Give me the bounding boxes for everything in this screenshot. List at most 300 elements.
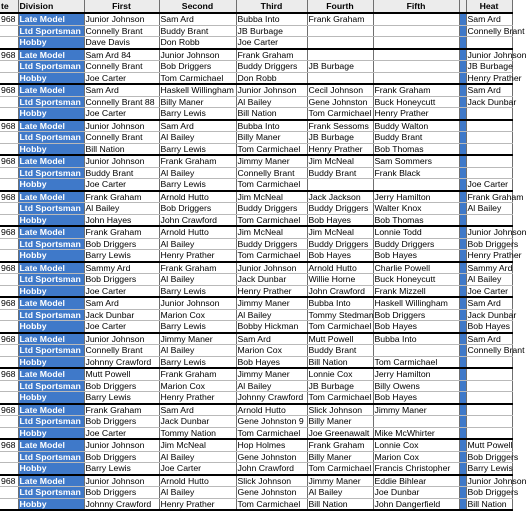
third-place-cell[interactable]: Connelly Brant [236, 167, 307, 179]
division-cell[interactable]: Ltd Sportsman [18, 451, 84, 463]
fifth-place-cell[interactable]: Buck Honeycutt [373, 96, 459, 108]
date-cell[interactable]: 968 [0, 226, 18, 238]
second-place-cell[interactable]: Barry Lewis [159, 285, 236, 297]
second-place-cell[interactable]: Frank Graham [159, 368, 236, 380]
fifth-place-cell[interactable]: Sam Sommers [373, 155, 459, 167]
fifth-place-cell[interactable]: Jerry Hamilton [373, 368, 459, 380]
division-cell[interactable]: Ltd Sportsman [18, 416, 84, 428]
fourth-place-cell[interactable]: JB Burbage [307, 132, 373, 144]
date-cell[interactable] [0, 143, 18, 155]
first-place-cell[interactable]: Joe Carter [84, 179, 159, 191]
date-cell[interactable]: 968 [0, 49, 18, 61]
division-cell[interactable]: Late Model [18, 297, 84, 309]
fifth-place-cell[interactable]: Frank Mizzell [373, 285, 459, 297]
first-place-cell[interactable]: Mutt Powell [84, 368, 159, 380]
third-place-cell[interactable]: Tom Carmichael [236, 143, 307, 155]
fourth-place-cell[interactable]: Henry Prather [307, 143, 373, 155]
heat-winner-cell[interactable]: Sam Ard [466, 297, 512, 309]
fourth-place-cell[interactable]: Bob Hayes [307, 250, 373, 262]
second-place-cell[interactable]: Barry Lewis [159, 321, 236, 333]
division-cell[interactable]: Ltd Sportsman [18, 167, 84, 179]
third-place-cell[interactable]: John Crawford [236, 463, 307, 475]
second-place-cell[interactable]: Al Bailey [159, 167, 236, 179]
division-cell[interactable]: Hobby [18, 72, 84, 84]
date-cell[interactable] [0, 487, 18, 499]
first-place-cell[interactable]: Sam Ard 84 [84, 49, 159, 61]
first-place-cell[interactable]: Sammy Ard [84, 262, 159, 274]
fourth-place-cell[interactable]: Mutt Powell [307, 333, 373, 345]
heat-winner-cell[interactable] [466, 167, 512, 179]
heat-winner-cell[interactable]: Joe Carter [466, 285, 512, 297]
division-cell[interactable]: Ltd Sportsman [18, 487, 84, 499]
third-place-cell[interactable]: Jimmy Maner [236, 368, 307, 380]
first-place-cell[interactable]: Johnny Crawford [84, 356, 159, 368]
third-place-cell[interactable]: Jim McNeal [236, 191, 307, 203]
date-cell[interactable] [0, 214, 18, 226]
date-cell[interactable]: 968 [0, 297, 18, 309]
fourth-place-cell[interactable]: Billy Maner [307, 416, 373, 428]
fourth-place-cell[interactable]: Cecil Johnson [307, 84, 373, 96]
fifth-place-cell[interactable]: Haskell Willingham [373, 297, 459, 309]
division-cell[interactable]: Ltd Sportsman [18, 238, 84, 250]
first-place-cell[interactable]: Junior Johnson [84, 120, 159, 132]
first-place-cell[interactable]: Junior Johnson [84, 475, 159, 487]
fourth-place-cell[interactable]: Jim McNeal [307, 155, 373, 167]
heat-winner-cell[interactable] [466, 155, 512, 167]
date-cell[interactable] [0, 463, 18, 475]
fifth-place-cell[interactable]: Henry Prather [373, 108, 459, 120]
date-cell[interactable] [0, 167, 18, 179]
division-cell[interactable]: Hobby [18, 427, 84, 439]
fifth-place-cell[interactable] [373, 72, 459, 84]
third-place-cell[interactable]: Jimmy Maner [236, 155, 307, 167]
first-place-cell[interactable]: John Hayes [84, 214, 159, 226]
date-cell[interactable]: 968 [0, 262, 18, 274]
first-place-cell[interactable]: Barry Lewis [84, 392, 159, 404]
fifth-place-cell[interactable]: Lonnie Cox [373, 439, 459, 451]
first-place-cell[interactable]: Bob Driggers [84, 487, 159, 499]
third-place-cell[interactable]: Buddy Driggers [236, 61, 307, 73]
third-place-cell[interactable]: Junior Johnson [236, 262, 307, 274]
fifth-place-cell[interactable]: Marion Cox [373, 451, 459, 463]
division-cell[interactable]: Late Model [18, 475, 84, 487]
first-place-cell[interactable]: Bob Driggers [84, 238, 159, 250]
date-cell[interactable] [0, 238, 18, 250]
date-cell[interactable]: 968 [0, 191, 18, 203]
second-place-cell[interactable]: Marion Cox [159, 309, 236, 321]
third-place-cell[interactable]: Hop Holmes [236, 439, 307, 451]
second-place-cell[interactable]: Sam Ard [159, 120, 236, 132]
division-cell[interactable]: Hobby [18, 285, 84, 297]
first-place-cell[interactable]: Frank Graham [84, 191, 159, 203]
second-place-cell[interactable]: Jim McNeal [159, 439, 236, 451]
heat-winner-cell[interactable] [466, 392, 512, 404]
division-cell[interactable]: Hobby [18, 392, 84, 404]
heat-winner-cell[interactable]: Sam Ard [466, 84, 512, 96]
fourth-place-cell[interactable]: Arnold Hutto [307, 262, 373, 274]
fourth-place-cell[interactable]: Buddy Brant [307, 167, 373, 179]
heat-winner-cell[interactable]: Sam Ard [466, 13, 512, 25]
division-cell[interactable]: Hobby [18, 463, 84, 475]
second-place-cell[interactable]: Arnold Hutto [159, 191, 236, 203]
fourth-place-cell[interactable]: Bubba Into [307, 297, 373, 309]
date-cell[interactable] [0, 274, 18, 286]
division-cell[interactable]: Late Model [18, 226, 84, 238]
heat-winner-cell[interactable] [466, 416, 512, 428]
heat-winner-cell[interactable]: Al Bailey [466, 203, 512, 215]
division-cell[interactable]: Late Model [18, 262, 84, 274]
fifth-place-cell[interactable]: Jimmy Maner [373, 404, 459, 416]
second-place-cell[interactable]: Barry Lewis [159, 179, 236, 191]
third-place-cell[interactable]: Junior Johnson [236, 84, 307, 96]
date-cell[interactable] [0, 345, 18, 357]
third-place-cell[interactable]: Bubba Into [236, 120, 307, 132]
heat-winner-cell[interactable]: Al Bailey [466, 274, 512, 286]
fifth-place-cell[interactable]: Bob Hayes [373, 250, 459, 262]
division-cell[interactable]: Ltd Sportsman [18, 61, 84, 73]
heat-winner-cell[interactable] [466, 404, 512, 416]
fifth-place-cell[interactable]: Bob Thomas [373, 143, 459, 155]
second-place-cell[interactable]: John Crawford [159, 214, 236, 226]
division-cell[interactable]: Ltd Sportsman [18, 132, 84, 144]
second-place-cell[interactable]: Henry Prather [159, 498, 236, 510]
second-place-cell[interactable]: Frank Graham [159, 155, 236, 167]
heat-winner-cell[interactable] [466, 120, 512, 132]
third-place-cell[interactable]: Gene Johnston [236, 487, 307, 499]
fourth-place-cell[interactable]: Frank Sessoms [307, 120, 373, 132]
fifth-place-cell[interactable]: John Dangerfield [373, 498, 459, 510]
third-place-cell[interactable]: Gene Johnston 9 [236, 416, 307, 428]
third-place-cell[interactable]: Joe Carter [236, 37, 307, 49]
heat-winner-cell[interactable]: Connelly Brant [467, 345, 525, 355]
date-cell[interactable]: 968 [0, 333, 18, 345]
division-cell[interactable]: Hobby [18, 214, 84, 226]
first-place-cell[interactable]: Junior Johnson [84, 13, 159, 25]
third-place-cell[interactable]: Henry Prather [236, 285, 307, 297]
fifth-place-cell[interactable]: Walter Knox [373, 203, 459, 215]
third-place-cell[interactable]: Tom Carmichael [236, 498, 307, 510]
fifth-place-cell[interactable]: Lonnie Todd [373, 226, 459, 238]
heat-winner-cell[interactable]: Sammy Ard [467, 262, 513, 273]
third-place-cell[interactable]: Buddy Driggers [236, 238, 307, 250]
heat-winner-cell[interactable] [466, 108, 512, 120]
fifth-place-cell[interactable]: Charlie Powell [373, 262, 459, 274]
second-place-cell[interactable]: Bob Driggers [159, 61, 236, 73]
first-place-cell[interactable]: Junior Johnson [84, 155, 159, 167]
date-cell[interactable]: 968 [0, 475, 18, 487]
first-place-cell[interactable]: Joe Carter [84, 285, 159, 297]
date-cell[interactable]: 968 [0, 13, 18, 25]
division-cell[interactable]: Ltd Sportsman [18, 96, 84, 108]
third-place-cell[interactable]: Don Robb [236, 72, 307, 84]
second-place-cell[interactable]: Al Bailey [159, 451, 236, 463]
division-cell[interactable]: Hobby [18, 108, 84, 120]
first-place-cell[interactable]: Joe Carter [84, 108, 159, 120]
third-place-cell[interactable]: Jack Dunbar [236, 274, 307, 286]
fourth-place-cell[interactable]: Tom Carmichael [308, 108, 372, 118]
fourth-place-cell[interactable]: Slick Johnson [307, 404, 373, 416]
date-cell[interactable]: 968 [0, 84, 18, 96]
third-place-cell[interactable]: Jim McNeal [236, 226, 307, 238]
third-place-cell[interactable]: Bobby Hickman [236, 321, 307, 333]
third-place-cell[interactable]: Buddy Driggers [236, 203, 307, 215]
fourth-place-cell[interactable]: John Crawford [307, 285, 373, 297]
heat-winner-cell[interactable]: Bob Driggers [467, 238, 519, 249]
first-place-cell[interactable]: Sam Ard [84, 84, 159, 96]
division-cell[interactable]: Hobby [18, 250, 84, 262]
date-cell[interactable] [0, 108, 18, 120]
fifth-place-cell[interactable]: Buddy Driggers [373, 238, 459, 250]
fourth-place-cell[interactable]: Jim McNeal [307, 226, 373, 238]
fourth-place-cell[interactable]: Tommy Stedman [308, 309, 374, 320]
first-place-cell[interactable]: Connelly Brant [84, 25, 159, 37]
date-cell[interactable] [0, 96, 18, 108]
fourth-place-cell[interactable] [307, 25, 373, 37]
division-cell[interactable]: Late Model [18, 49, 84, 61]
third-place-cell[interactable]: Tom Carmichael [236, 179, 307, 191]
second-place-cell[interactable]: Al Bailey [159, 238, 236, 250]
division-cell[interactable]: Hobby [18, 37, 84, 49]
division-cell[interactable]: Late Model [18, 13, 84, 25]
third-place-cell[interactable]: Frank Graham [236, 49, 307, 61]
third-place-cell[interactable]: Billy Maner [236, 132, 307, 144]
date-cell[interactable] [0, 309, 18, 321]
second-place-cell[interactable]: Sam Ard [159, 13, 236, 25]
fifth-place-cell[interactable]: Buck Honeycutt [373, 274, 459, 286]
date-cell[interactable] [0, 203, 18, 215]
first-place-cell[interactable]: Al Bailey [84, 203, 159, 215]
fourth-place-cell[interactable]: Buddy Driggers [307, 238, 373, 250]
fourth-place-cell[interactable]: Billy Maner [307, 451, 373, 463]
fourth-place-cell[interactable]: Jack Jackson [307, 191, 373, 203]
fourth-place-cell[interactable] [307, 72, 373, 84]
fourth-place-cell[interactable]: Willie Horne [307, 274, 373, 286]
first-place-cell[interactable]: Connelly Brant [84, 61, 159, 73]
heat-winner-cell[interactable]: Sam Ard [466, 333, 512, 345]
first-place-cell[interactable]: Joe Carter [84, 427, 159, 439]
date-cell[interactable]: 968 [0, 404, 18, 416]
third-place-cell[interactable]: Tom Carmichael [236, 427, 307, 439]
third-place-cell[interactable]: Bob Hayes [236, 356, 307, 368]
heat-winner-cell[interactable]: Bob Driggers [467, 487, 519, 497]
division-cell[interactable]: Ltd Sportsman [18, 203, 84, 215]
second-place-cell[interactable]: Haskell Willingham [159, 84, 236, 96]
fourth-place-cell[interactable]: Lonnie Cox [307, 368, 373, 380]
second-place-cell[interactable]: Arnold Hutto [159, 475, 236, 487]
third-place-cell[interactable]: Arnold Hutto [236, 404, 307, 416]
fifth-place-cell[interactable]: Buddy Brant [373, 132, 459, 144]
fifth-place-cell[interactable]: Jerry Hamilton [373, 191, 459, 203]
first-place-cell[interactable]: Frank Graham [84, 226, 159, 238]
division-cell[interactable]: Late Model [18, 120, 84, 132]
heat-winner-cell[interactable]: Connelly Brant [467, 25, 525, 36]
heat-winner-cell[interactable] [466, 37, 512, 49]
fifth-place-cell[interactable] [373, 345, 459, 357]
third-place-cell[interactable]: Al Bailey [236, 96, 307, 108]
fourth-place-cell[interactable]: Tom Carmichael [308, 321, 372, 331]
fourth-place-cell[interactable]: Jimmy Maner [307, 475, 373, 487]
second-place-cell[interactable]: Henry Prather [159, 392, 236, 404]
first-place-cell[interactable]: Junior Johnson [84, 439, 159, 451]
fourth-place-cell[interactable]: Buddy Brant [307, 345, 373, 357]
date-cell[interactable] [0, 392, 18, 404]
fifth-place-cell[interactable]: Frank Black [373, 167, 459, 179]
date-cell[interactable]: 968 [0, 155, 18, 167]
fourth-place-cell[interactable]: Bill Nation [307, 356, 373, 368]
heat-winner-cell[interactable] [466, 380, 512, 392]
third-place-cell[interactable]: Sam Ard [236, 333, 307, 345]
second-place-cell[interactable]: Jimmy Maner [159, 333, 236, 345]
fourth-place-cell[interactable]: Frank Graham [307, 439, 373, 451]
fifth-place-cell[interactable] [373, 49, 459, 61]
fifth-place-cell[interactable]: Bob Driggers [373, 309, 459, 321]
first-place-cell[interactable]: Dave Davis [84, 37, 159, 49]
heat-winner-cell[interactable]: Jack Dunbar [467, 96, 517, 107]
third-place-cell[interactable]: Tom Carmichael [236, 214, 307, 226]
fourth-place-cell[interactable] [307, 49, 373, 61]
third-place-cell[interactable]: Al Bailey [236, 380, 307, 392]
fifth-place-cell[interactable]: Billy Owens [373, 380, 459, 392]
fifth-place-cell[interactable]: Francis Christopher [373, 463, 459, 475]
date-cell[interactable] [0, 132, 18, 144]
first-place-cell[interactable]: Connelly Brant [84, 132, 159, 144]
fourth-place-cell[interactable]: Tom Carmichael [308, 392, 372, 402]
second-place-cell[interactable]: Tommy Nation [159, 427, 236, 439]
heat-winner-cell[interactable] [466, 427, 512, 439]
fourth-place-cell[interactable]: JB Burbage [307, 380, 373, 392]
date-cell[interactable]: 968 [0, 368, 18, 380]
second-place-cell[interactable]: Henry Prather [159, 250, 236, 262]
fourth-place-cell[interactable]: Frank Graham [307, 13, 373, 25]
first-place-cell[interactable]: Barry Lewis [84, 463, 159, 475]
fourth-place-cell[interactable] [307, 179, 373, 191]
second-place-cell[interactable]: Junior Johnson [159, 49, 236, 61]
division-cell[interactable]: Hobby [18, 179, 84, 191]
division-cell[interactable]: Ltd Sportsman [18, 380, 84, 392]
second-place-cell[interactable]: Al Bailey [159, 487, 236, 499]
division-cell[interactable]: Hobby [18, 143, 84, 155]
fifth-place-cell[interactable]: Bubba Into [373, 333, 459, 345]
heat-winner-cell[interactable]: Mutt Powell [467, 440, 513, 450]
date-cell[interactable] [0, 451, 18, 463]
fifth-place-cell[interactable]: Joe Dunbar [373, 487, 459, 499]
date-cell[interactable] [0, 250, 18, 262]
date-cell[interactable] [0, 427, 18, 439]
division-cell[interactable]: Late Model [18, 333, 84, 345]
date-cell[interactable] [0, 61, 18, 73]
division-cell[interactable]: Late Model [18, 155, 84, 167]
third-place-cell[interactable]: JB Burbage [236, 25, 307, 37]
date-cell[interactable] [0, 321, 18, 333]
fourth-place-cell[interactable]: Tom Carmichael [308, 463, 372, 473]
division-cell[interactable]: Late Model [18, 368, 84, 380]
heat-winner-cell[interactable]: Bill Nation [466, 498, 512, 510]
date-cell[interactable] [0, 416, 18, 428]
second-place-cell[interactable]: Billy Maner [159, 96, 236, 108]
second-place-cell[interactable]: Al Bailey [159, 345, 236, 357]
heat-winner-cell[interactable] [466, 214, 512, 226]
fourth-place-cell[interactable]: Joe Greenawalt [307, 427, 373, 439]
first-place-cell[interactable]: Barry Lewis [84, 250, 159, 262]
heat-winner-cell[interactable]: Junior Johnson [467, 49, 526, 60]
heat-winner-cell[interactable] [466, 143, 512, 155]
second-place-cell[interactable]: Al Bailey [159, 274, 236, 286]
third-place-cell[interactable]: Tom Carmichael [236, 250, 307, 262]
heat-winner-cell[interactable]: Joe Carter [466, 179, 512, 191]
heat-winner-cell[interactable]: Barry Lewis [467, 463, 513, 473]
heat-winner-cell[interactable]: Junior Johnson [467, 475, 526, 486]
second-place-cell[interactable]: Barry Lewis [159, 143, 236, 155]
first-place-cell[interactable]: Connelly Brant 88 [84, 96, 159, 108]
fifth-place-cell[interactable] [373, 25, 459, 37]
third-place-cell[interactable]: Gene Johnston [236, 451, 307, 463]
third-place-cell[interactable]: Johnny Crawford [236, 392, 307, 404]
date-cell[interactable] [0, 25, 18, 37]
fifth-place-cell[interactable]: Bob Hayes [373, 321, 459, 333]
second-place-cell[interactable]: Barry Lewis [159, 108, 236, 120]
division-cell[interactable]: Hobby [18, 498, 84, 510]
fifth-place-cell[interactable] [373, 61, 459, 73]
fourth-place-cell[interactable]: Bob Hayes [307, 214, 373, 226]
date-cell[interactable] [0, 72, 18, 84]
date-cell[interactable] [0, 285, 18, 297]
third-place-cell[interactable]: Al Bailey [236, 309, 307, 321]
second-place-cell[interactable]: Arnold Hutto [159, 226, 236, 238]
first-place-cell[interactable]: Bob Driggers [84, 451, 159, 463]
third-place-cell[interactable]: Marion Cox [236, 345, 307, 357]
first-place-cell[interactable]: Bob Driggers [84, 416, 159, 428]
fifth-place-cell[interactable] [373, 37, 459, 49]
heat-winner-cell[interactable]: Jack Dunbar [467, 309, 517, 320]
heat-winner-cell[interactable] [466, 368, 512, 380]
heat-winner-cell[interactable]: JB Burbage [467, 61, 513, 71]
division-cell[interactable]: Ltd Sportsman [18, 25, 84, 37]
first-place-cell[interactable]: Johnny Crawford [84, 498, 159, 510]
division-cell[interactable]: Hobby [18, 356, 84, 368]
fourth-place-cell[interactable] [307, 37, 373, 49]
third-place-cell[interactable]: Slick Johnson [236, 475, 307, 487]
second-place-cell[interactable]: Frank Graham [159, 262, 236, 274]
heat-winner-cell[interactable] [466, 132, 512, 144]
second-place-cell[interactable]: Jack Dunbar [159, 416, 236, 428]
first-place-cell[interactable]: Bill Nation [84, 143, 159, 155]
division-cell[interactable]: Late Model [18, 439, 84, 451]
date-cell[interactable]: 968 [0, 439, 18, 451]
fifth-place-cell[interactable]: Bob Hayes [373, 392, 459, 404]
heat-winner-cell[interactable]: Henry Prather [467, 250, 522, 260]
first-place-cell[interactable]: Bob Driggers [84, 380, 159, 392]
division-cell[interactable]: Late Model [18, 404, 84, 416]
first-place-cell[interactable]: Frank Graham [84, 404, 159, 416]
first-place-cell[interactable]: Bob Driggers [84, 274, 159, 286]
date-cell[interactable] [0, 498, 18, 510]
second-place-cell[interactable]: Al Bailey [159, 132, 236, 144]
fifth-place-cell[interactable] [373, 13, 459, 25]
fifth-place-cell[interactable]: Frank Graham [373, 84, 459, 96]
first-place-cell[interactable]: Joe Carter [84, 72, 159, 84]
heat-winner-cell[interactable]: Bob Hayes [467, 321, 510, 331]
second-place-cell[interactable]: Tom Carmichael [159, 72, 236, 84]
division-cell[interactable]: Ltd Sportsman [18, 309, 84, 321]
heat-winner-cell[interactable]: Henry Prather [467, 72, 522, 83]
heat-winner-cell[interactable]: Bob Driggers [467, 451, 519, 462]
heat-winner-cell[interactable] [466, 356, 512, 368]
second-place-cell[interactable]: Don Robb [159, 37, 236, 49]
fourth-place-cell[interactable]: Buddy Driggers [307, 203, 373, 215]
fourth-place-cell[interactable]: JB Burbage [307, 61, 373, 73]
fifth-place-cell[interactable] [373, 416, 459, 428]
first-place-cell[interactable]: Connelly Brant [84, 345, 159, 357]
